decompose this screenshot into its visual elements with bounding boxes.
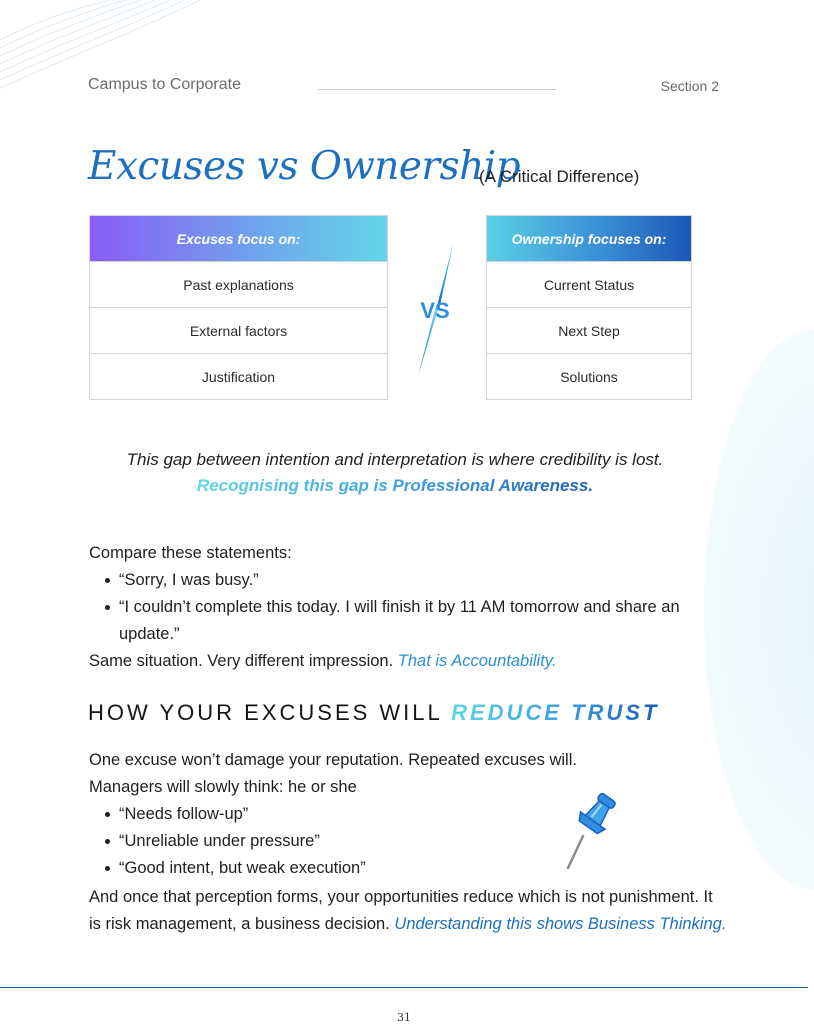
list-item: “Good intent, but weak execution” (89, 855, 729, 882)
bullet-icon (105, 812, 110, 817)
list-item: “Unreliable under pressure” (89, 828, 729, 855)
footer-rule (0, 987, 808, 988)
vs-label: VS (420, 298, 450, 323)
accountability-highlight: That is Accountability. (397, 652, 557, 670)
list-item: “Sorry, I was busy.” (89, 567, 729, 594)
running-header-title: Campus to Corporate (88, 76, 241, 93)
page-subtitle: (A Critical Difference) (479, 167, 640, 186)
compare-section (89, 540, 729, 675)
running-header-section: Section 2 (660, 78, 719, 94)
section-heading-highlight: REDUCE TRUST (451, 700, 660, 725)
list-item: “I couldn’t complete this today. I will finish it by 11 AM tomorrow and share an update.” (89, 594, 729, 648)
excuses-table-row: Justification (90, 353, 387, 399)
page-number: 31 (397, 1011, 411, 1024)
bullet-icon (105, 578, 110, 583)
header-rule (318, 89, 556, 90)
gap-statement-highlight: Recognising this gap is Professional Awareness. (196, 476, 594, 495)
compare-intro: Compare these statements: (89, 544, 292, 562)
pushpin-icon (556, 786, 620, 870)
gap-statement (85, 447, 705, 499)
list-item: “Needs follow-up” (89, 801, 729, 828)
ownership-table-row: Next Step (487, 307, 691, 353)
ownership-table-heading: Ownership focuses on: (487, 216, 691, 261)
trust-section (89, 747, 729, 882)
page-title: Excuses vs Ownership (88, 144, 521, 189)
bullet-icon (105, 839, 110, 844)
gap-statement-text: This gap between intention and interpretation is where credibility is lost. (126, 450, 664, 469)
ownership-table-row: Solutions (487, 353, 691, 399)
bullet-icon (105, 605, 110, 610)
ownership-table-row: Current Status (487, 261, 691, 307)
excuses-table-heading: Excuses focus on: (90, 216, 387, 261)
excuses-table-row: Past explanations (90, 261, 387, 307)
vs-lightning-icon (405, 238, 465, 378)
business-thinking-highlight: Understanding this shows Business Thinking. (394, 915, 727, 933)
excuses-table (89, 215, 388, 400)
compare-closing: Same situation. Very different impression. That is Accountability. (89, 652, 557, 670)
trust-closing: And once that perception forms, your opportunities reduce which is not punishment. It is risk management, a business decision. Understanding this shows Business Thinking. (89, 888, 727, 933)
excuses-table-row: External factors (90, 307, 387, 353)
trust-line-2: Managers will slowly think: he or she (89, 778, 357, 796)
ownership-table (486, 215, 692, 400)
section-heading: HOW YOUR EXCUSES WILL REDUCE TRUST (88, 700, 660, 725)
trust-line-1: One excuse won’t damage your reputation. Repeated excuses will. (89, 751, 577, 769)
bullet-icon (105, 866, 110, 871)
